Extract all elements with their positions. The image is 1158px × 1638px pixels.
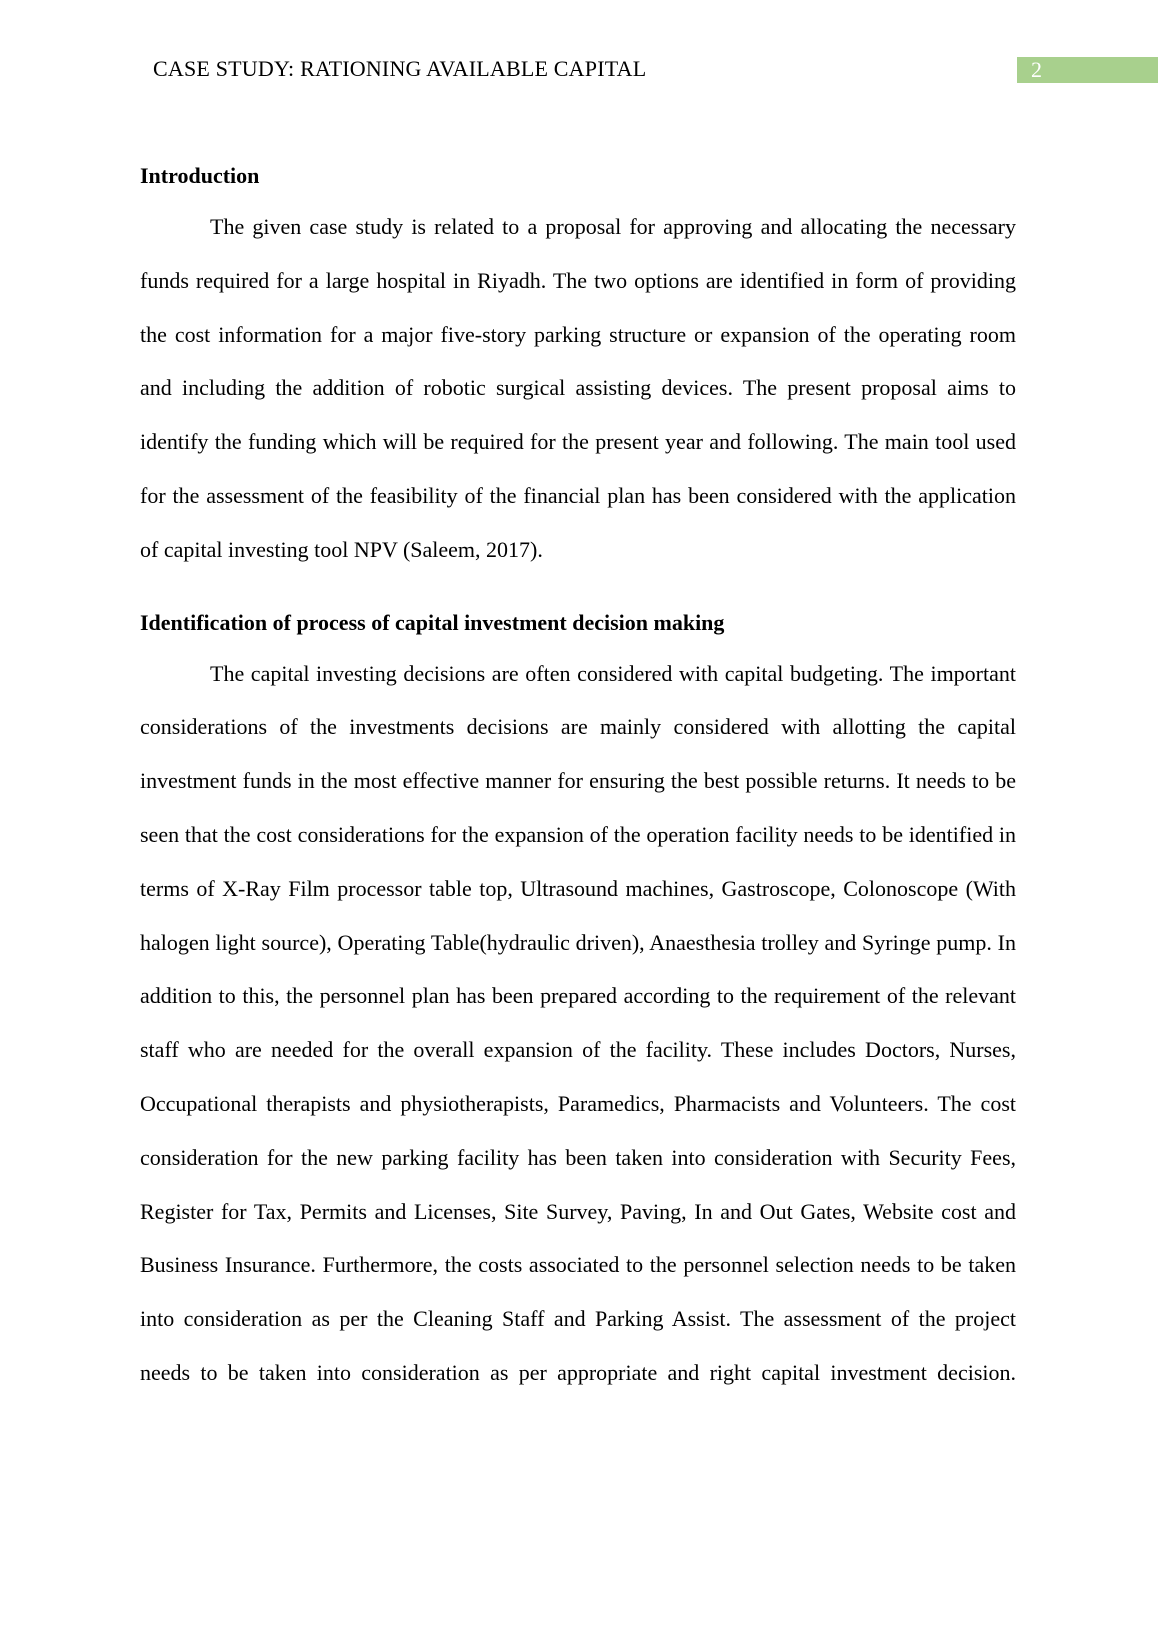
running-head-title: CASE STUDY: RATIONING AVAILABLE CAPITAL	[153, 56, 647, 81]
section-introduction	[140, 152, 1016, 577]
section-heading: Identification of process of capital investment decision making	[140, 609, 725, 635]
section-paragraph: The capital investing decisions are often considered with capital budgeting. The important considerations of the investments decisions are mainly considered with allotting the capital investment funds in the most effective manner for ensuring the best possible returns. It needs to be seen that the cost considerations for the expansion of the operation facility needs to be identified in terms of X-Ray Film processor table top, Ultrasound machines, Gastroscope, Colonoscope (With halogen light source), Operating Table(hydraulic driven), Anaesthesia trolley and Syringe pump. In addition to this, the personnel plan has been prepared according to the requirement of the relevant staff who are needed for the overall expansion of the facility. These includes Doctors, Nurses, Occupational therapists and physiotherapists, Paramedics, Pharmacists and Volunteers. The cost consideration for the new parking facility has been taken into consideration with Security Fees, Register for Tax, Permits and Licenses, Site Survey, Paving, In and Out Gates, Website cost and Business Insurance. Furthermore, the costs associated to the personnel selection needs to be taken into consideration as per the Cleaning Staff and Parking Assist. The assessment of the project needs to be taken into consideration as per appropriate and right capital investment decision.	[140, 660, 1016, 1385]
section-capital-investment-process	[140, 599, 1016, 1400]
section-spacer	[140, 577, 1016, 599]
section-paragraph: The given case study is related to a proposal for approving and allocating the necessary funds required for a large hospital in Riyadh. The two options are identified in form of providing the cost information for a major five-story parking structure or expansion of the operating room and including the addition of robotic surgical assisting devices. The present proposal aims to identify the funding which will be required for the present year and following. The main tool used for the assessment of the feasibility of the financial plan has been considered with the application of capital investing tool NPV (Saleem, 2017).	[140, 214, 1016, 562]
page-number: 2	[1031, 57, 1042, 82]
page-number-badge	[1017, 57, 1158, 83]
section-heading: Introduction	[140, 163, 260, 188]
document-body	[140, 152, 1016, 1400]
